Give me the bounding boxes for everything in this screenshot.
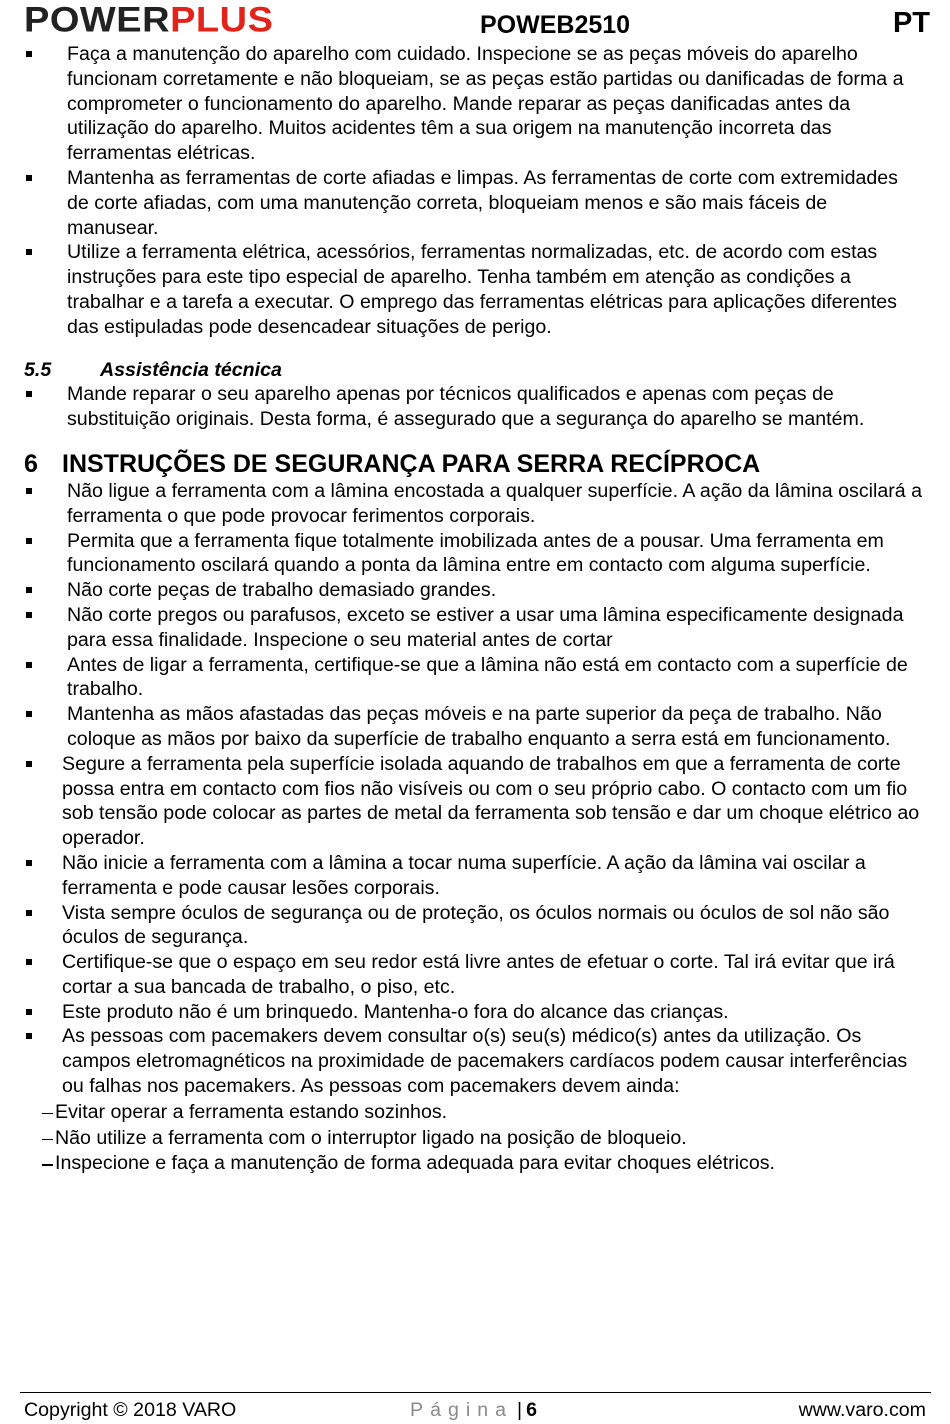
logo-power-text: POWER	[24, 1, 171, 40]
subsection-title: Assistência técnica	[100, 358, 282, 381]
dash-list-item	[24, 1126, 924, 1152]
dash-list-item	[24, 1151, 924, 1177]
list-item: Antes de ligar a ferramenta, certifique-se que a lâmina não está em contacto com a superfície de trabalho.	[24, 653, 924, 703]
safety-bullet-list-b	[24, 752, 924, 1099]
list-item: Segure a ferramenta pela superfície isolada aquando de trabalhos em que a ferramenta de corte possa entra em contacto com fios não visíveis ou com o seu próprio cabo. O contacto com um fio sob tensão pode colocar as partes de metal da ferramenta sob tensão e dar um choque elétrico ao operador.	[24, 752, 924, 851]
logo-plus-text: PLUS	[170, 1, 274, 40]
page-header	[0, 0, 950, 44]
dash-list-item	[24, 1100, 924, 1126]
subsection-bullet-list	[24, 382, 924, 432]
list-item: Vista sempre óculos de segurança ou de proteção, os óculos normais ou óculos de sol não são óculos de segurança.	[24, 901, 924, 951]
safety-bullet-list-a	[24, 479, 924, 752]
list-item: Certifique-se que o espaço em seu redor está livre antes de efetuar o corte. Tal irá evitar que irá cortar a sua bancada de trabalho, o piso, etc.	[24, 950, 924, 1000]
list-item: Mande reparar o seu aparelho apenas por técnicos qualificados e apenas com peças de substituição originais. Desta forma, é assegurado que a segurança do aparelho se mantém.	[24, 382, 924, 432]
footer-divider	[20, 1392, 931, 1393]
list-item: Mantenha as ferramentas de corte afiadas e limpas. As ferramentas de corte com extremidades de corte afiadas, com uma manutenção correta, bloqueiam menos e são mais fáceis de manusear.	[24, 166, 924, 240]
page-number: 6	[526, 1399, 538, 1421]
page-footer	[0, 1397, 950, 1423]
list-item: Mantenha as mãos afastadas das peças móveis e na parte superior da peça de trabalho. Não coloque as mãos por baixo da superfície de trabalho enquanto a serra está em funcionamento.	[24, 702, 924, 752]
pacemaker-dash-list	[24, 1100, 924, 1177]
list-item: Este produto não é um brinquedo. Mantenha-o fora do alcance das crianças.	[24, 1000, 924, 1025]
powerplus-logo	[24, 2, 273, 39]
dash-item-text: Evitar operar a ferramenta estando sozinhos.	[55, 1100, 448, 1123]
website-url: www.varo.com	[798, 1399, 926, 1421]
dash-item-text: Inspecione e faça a manutenção de forma adequada para evitar choques elétricos.	[55, 1152, 775, 1175]
list-item: Não corte pregos ou parafusos, exceto se estiver a usar uma lâmina especificamente designada para essa finalidade. Inspecione o seu material antes de cortar	[24, 603, 924, 653]
page-separator: |	[517, 1399, 523, 1421]
list-item: As pessoas com pacemakers devem consultar o(s) seu(s) médico(s) antes da utilização. Os campos eletromagnéticos na proximidade de pacemakers cardíacos podem causar interferências ou falhas nos pacemakers. As pessoas com pacemakers devem ainda:	[24, 1024, 924, 1098]
intro-bullet-list	[24, 42, 924, 340]
subsection-number: 5.5	[24, 358, 52, 381]
section-title: INSTRUÇÕES DE SEGURANÇA PARA SERRA RECÍPROCA	[62, 449, 761, 478]
copyright-text: Copyright © 2018 VARO	[24, 1399, 237, 1421]
page-word: Página	[410, 1399, 514, 1421]
section-number: 6	[24, 449, 38, 478]
model-number: POWEB2510	[480, 11, 631, 39]
list-item: Não corte peças de trabalho demasiado grandes.	[24, 578, 924, 603]
language-code: PT	[892, 7, 930, 39]
subsection-heading	[24, 358, 924, 383]
section-heading	[24, 449, 924, 479]
document-body	[24, 42, 924, 1177]
list-item: Não inicie a ferramenta com a lâmina a tocar numa superfície. A ação da lâmina vai oscilar a ferramenta e pode causar lesões corporais.	[24, 851, 924, 901]
list-item: Faça a manutenção do aparelho com cuidado. Inspecione se as peças móveis do aparelho funcionam corretamente e não bloqueiam, se as peças estão partidas ou danificadas de forma a comprometer o funcionamento do aparelho. Mande reparar as peças danificadas antes da utilização do aparelho. Muitos acidentes têm a sua origem na manutenção incorreta das ferramentas elétricas.	[24, 42, 924, 166]
list-item: Permita que a ferramenta fique totalmente imobilizada antes de a pousar. Uma ferramenta em funcionamento oscilará quando a ponta da lâmina entre em contacto com alguma superfície.	[24, 529, 924, 579]
page-indicator	[410, 1397, 537, 1423]
dash-item-text: Não utilize a ferramenta com o interruptor ligado na posição de bloqueio.	[55, 1126, 687, 1149]
list-item: Não ligue a ferramenta com a lâmina encostada a qualquer superfície. A ação da lâmina oscilará a ferramenta o que pode provocar ferimentos corporais.	[24, 479, 924, 529]
list-item: Utilize a ferramenta elétrica, acessórios, ferramentas normalizadas, etc. de acordo com estas instruções para este tipo especial de aparelho. Tenha também em atenção as condições a trabalhar e a tarefa a executar. O emprego das ferramentas elétricas para aplicações diferentes das estipuladas pode desencadear situações de perigo.	[24, 240, 924, 339]
